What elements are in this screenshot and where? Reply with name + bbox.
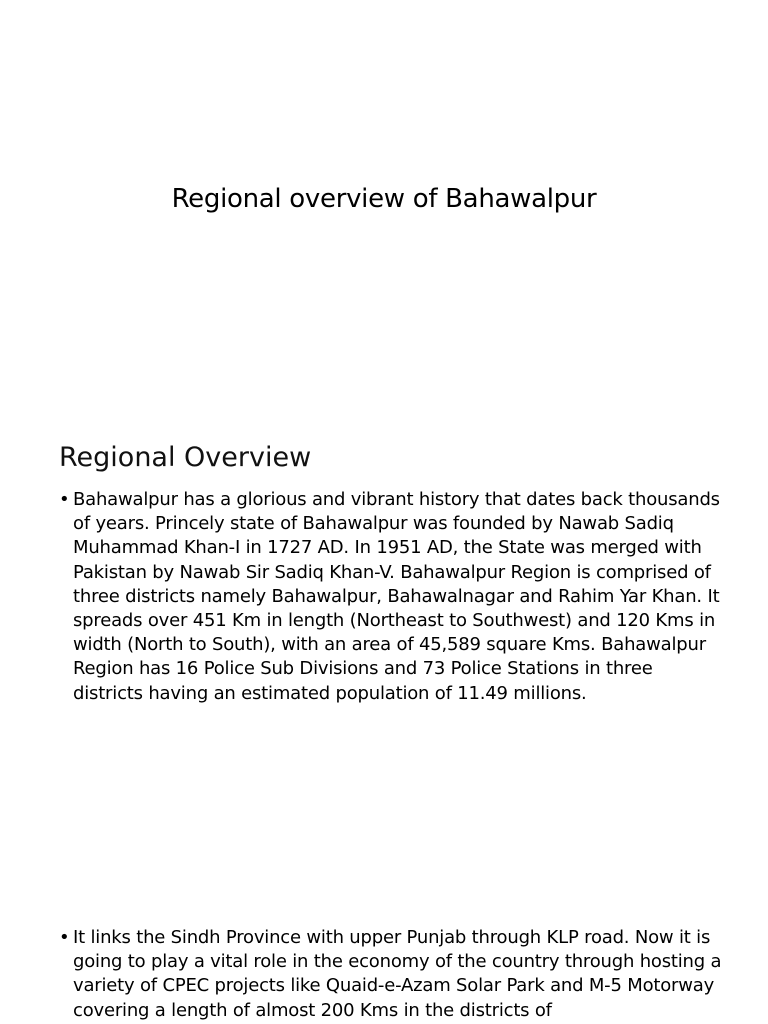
slide-heading: Regional Overview xyxy=(59,442,312,473)
bullet-marker: • xyxy=(59,927,70,948)
content-slide xyxy=(0,384,768,1024)
bullet-marker: • xyxy=(59,489,70,510)
bullet-item xyxy=(59,926,723,1023)
bullet-text: It links the Sindh Province with upper Punjab through KLP road. Now it is going to play a vital role in the economy of the country through hosting a variety of CPEC projects like Quaid-e-Azam Solar Park and M-5 Motorway covering a length of almost 200 Kms in the districts of xyxy=(73,927,722,1021)
bullet-text: Bahawalpur has a glorious and vibrant history that dates back thousands of years. Princely state of Bahawalpur was founded by Nawab Sadiq Muhammad Khan-I in 1727 AD. In 1951 AD, the State was merged with Pakistan by Nawab Sir Sadiq Khan-V. Bahawalpur Region is comprised of three districts namely Bahawalpur, Bahawalnagar and Rahim Yar Khan. It spreads over 451 Km in length (Northeast to Southwest) and 120 Kms in width (North to South), with an area of 45,589 square Kms. Bahawalpur Region has 16 Police Sub Divisions and 73 Police Stations in three districts having an estimated population of 11.49 millions. xyxy=(73,489,720,704)
slide-title: Regional overview of Bahawalpur xyxy=(171,184,597,214)
title-slide xyxy=(0,0,768,384)
bullet-item xyxy=(59,488,723,706)
